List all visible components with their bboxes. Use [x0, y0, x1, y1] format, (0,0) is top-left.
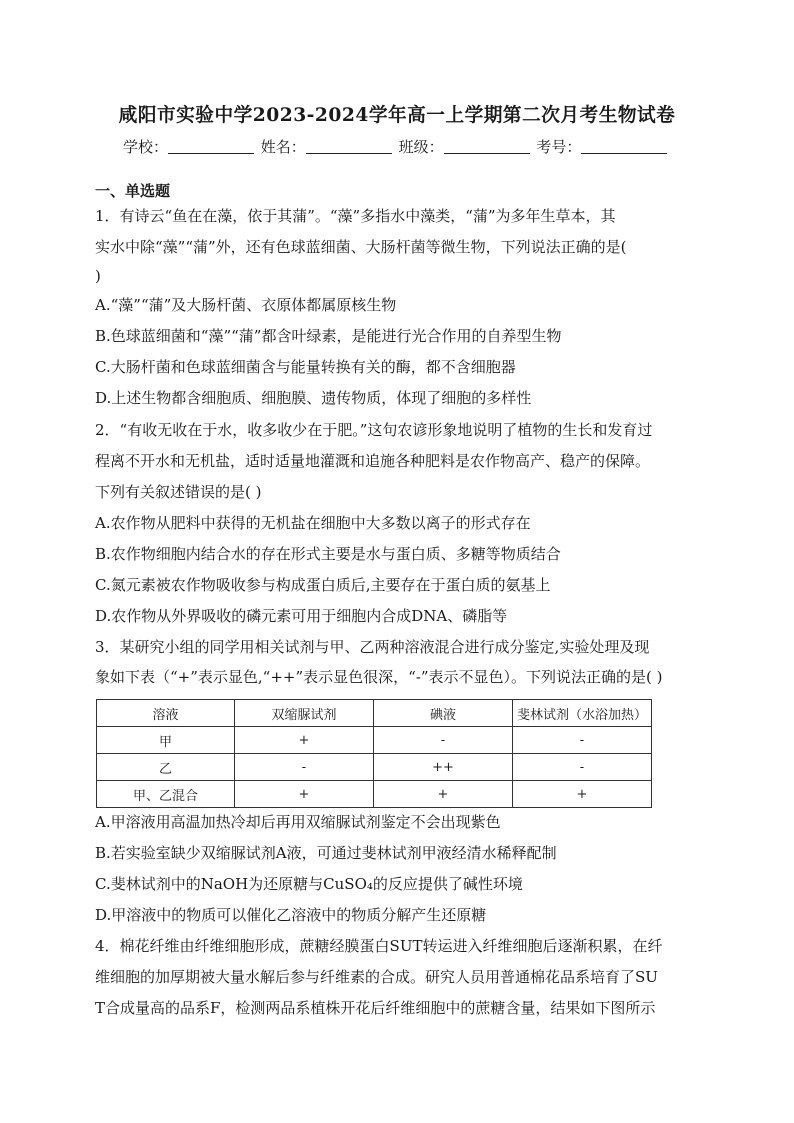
- class-label: 班级：: [398, 138, 444, 156]
- q4-stem-line-1: 4．棉花纤维由纤维细胞形成，蔗糖经膜蛋白SUT转运进入纤维细胞后逐渐积累，在纤: [95, 937, 663, 955]
- table-cell: 乙: [97, 754, 235, 781]
- table-header-row: [97, 700, 652, 727]
- q2-option-a: A.农作物从肥料中获得的无机盐在细胞中大多数以离子的形式存在: [95, 514, 531, 532]
- q3-stem-line-2: 象如下表（“+”表示显色,“++”表示显色很深，“-”表示不显色）。下列说法正确的是( ): [95, 668, 663, 686]
- q2-stem-line-1: 2．“有收无收在于水，收多收少在于肥。”这句农谚形象地说明了植物的生长和发育过: [95, 421, 653, 439]
- q3-results-table: [96, 699, 652, 808]
- table-cell: +: [235, 727, 374, 754]
- table-row: [97, 727, 652, 754]
- q3-option-a: A.甲溶液用高温加热冷却后再用双缩脲试剂鉴定不会出现紫色: [95, 813, 501, 831]
- table-cell: ++: [374, 754, 513, 781]
- q1-option-b: B.色球蓝细菌和“藻”“蒲”都含叶绿素，是能进行光合作用的自养型生物: [95, 327, 562, 345]
- q3-option-d: D.甲溶液中的物质可以催化乙溶液中的物质分解产生还原糖: [95, 906, 487, 924]
- table-cell: -: [513, 727, 652, 754]
- q1-option-d: D.上述生物都含细胞质、细胞膜、遗传物质，体现了细胞的多样性: [95, 389, 532, 407]
- class-blank: [444, 139, 530, 154]
- table-cell: +: [235, 781, 374, 808]
- name-label: 姓名：: [260, 138, 306, 156]
- q1-stem-line-2: 实水中除“藻”“蒲”外，还有色球蓝细菌、大肠杆菌等微生物，下列说法正确的是(: [95, 238, 627, 256]
- q2-option-d: D.农作物从外界吸收的磷元素可用于细胞内合成DNA、磷脂等: [95, 607, 508, 625]
- table-header-cell: 双缩脲试剂: [235, 700, 374, 727]
- table-row: [97, 754, 652, 781]
- q2-stem-line-2: 程离不开水和无机盐，适时适量地灌溉和追施各种肥料是农作物高产、稳产的保障。: [95, 452, 651, 470]
- table-cell: 甲、乙混合: [97, 781, 235, 808]
- q1-stem-line-3: ): [95, 267, 101, 285]
- table-cell: -: [374, 727, 513, 754]
- exam-title: 咸阳市实验中学2023-2024学年高一上学期第二次月考生物试卷: [118, 104, 676, 126]
- table-cell: -: [235, 754, 374, 781]
- table-cell: +: [513, 781, 652, 808]
- table-cell: -: [513, 754, 652, 781]
- q3-option-c: C.斐林试剂中的NaOH为还原糖与CuSO₄的反应提供了碱性环境: [95, 875, 523, 893]
- table-header-cell: 溶液: [97, 700, 235, 727]
- school-label: 学校：: [123, 138, 169, 156]
- table-cell: +: [374, 781, 513, 808]
- q2-option-c: C.氮元素被农作物吸收参与构成蛋白质后,主要存在于蛋白质的氨基上: [95, 576, 551, 594]
- q4-stem-line-2: 维细胞的加厚期被大量水解后参与纤维素的合成。研究人员用普通棉花品系培育了SU: [95, 968, 658, 986]
- q4-stem-line-3: T合成量高的品系F，检测两品系植株开花后纤维细胞中的蔗糖含量，结果如下图所示: [95, 999, 656, 1017]
- name-blank: [306, 139, 392, 154]
- school-blank: [168, 139, 254, 154]
- section-heading: 一、单选题: [95, 182, 171, 200]
- q3-stem-line-1: 3．某研究小组的同学用相关试剂与甲、乙两种溶液混合进行成分鉴定,实验处理及现: [95, 638, 650, 656]
- q1-option-c: C.大肠杆菌和色球蓝细菌含与能量转换有关的酶，都不含细胞器: [95, 358, 516, 376]
- table-row: [97, 781, 652, 808]
- exam-number-blank: [581, 139, 667, 154]
- q1-stem-line-1: 1．有诗云“鱼在在藻，依于其蒲”。“藻”多指水中藻类，“蒲”为多年生草本，其: [95, 207, 616, 225]
- table-header-cell: 斐林试剂（水浴加热）: [513, 700, 652, 727]
- student-info-row: [123, 136, 669, 157]
- table-header-cell: 碘液: [374, 700, 513, 727]
- table-cell: 甲: [97, 727, 235, 754]
- exam-number-label: 考号：: [536, 138, 582, 156]
- q1-option-a: A.“藻”“蒲”及大肠杆菌、衣原体都属原核生物: [95, 296, 397, 314]
- q3-option-b: B.若实验室缺少双缩脲试剂A液，可通过斐林试剂甲液经清水稀释配制: [95, 844, 557, 862]
- q2-option-b: B.农作物细胞内结合水的存在形式主要是水与蛋白质、多糖等物质结合: [95, 545, 561, 563]
- q2-stem-line-3: 下列有关叙述错误的是( ): [95, 483, 262, 501]
